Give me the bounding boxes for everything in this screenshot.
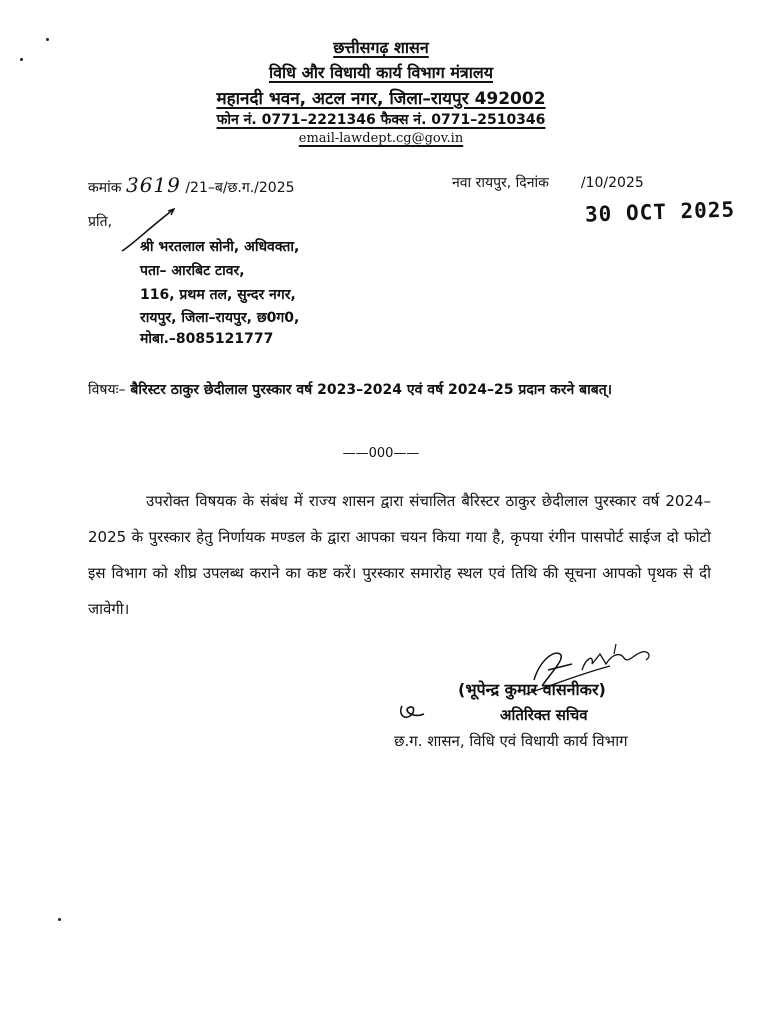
scan-speck bbox=[58, 918, 61, 921]
letterhead-department: विधि और विधायी कार्य विभाग मंत्रालय bbox=[268, 63, 494, 82]
signatory-designation: अतिरिक्त सचिव bbox=[500, 706, 588, 724]
letter-body: उपरोक्त विषयक के संबंध में राज्य शासन द्वारा संचालित बैरिस्टर ठाकुर छेदीलाल पुरस्कार वर्ष 2024–2025 के पुरस्कार हेतु निर्णायक मण्डल के द्वारा आपका चयन किया गया है, कृपया रंगीन पासपोर्ट साईज दो फोटो इस विभाग को शीघ्र उपलब्ध कराने का कष्ट करें। पुरस्कार समारोह स्थल एवं तिथि की सूचना आपको पृथक से दी जावेगी। bbox=[88, 492, 711, 618]
signatory-department: छ.ग. शासन, विधि एवं विधायी कार्य विभाग bbox=[394, 732, 628, 750]
reference-handwritten-number: 3619 bbox=[125, 173, 181, 197]
place-date-label: नवा रायपुर, दिनांक bbox=[452, 175, 549, 191]
recipient-address-line: 116, प्रथम तल, सुन्दर नगर, bbox=[140, 287, 296, 303]
reference-number bbox=[88, 173, 295, 197]
recipient-address-line: पता– आरबिट टावर, bbox=[140, 263, 245, 279]
separator: ——000—— bbox=[342, 446, 420, 461]
signatory-name: (भूपेन्द्र कुमार वासनीकर) bbox=[458, 680, 606, 699]
letterhead-address: महानदी भवन, अटल नगर, जिला–रायपुर 492002 bbox=[216, 89, 546, 109]
reference-suffix: /21–ब/छ.ग./2025 bbox=[185, 180, 295, 196]
date-value: /10/2025 bbox=[580, 175, 644, 191]
handwritten-initial-mark bbox=[396, 700, 428, 724]
recipient-mobile: मोबा.–8085121777 bbox=[140, 331, 274, 347]
subject-text: बैरिस्टर ठाकुर छेदीलाल पुरस्कार वर्ष 2023–2024 एवं वर्ष 2024–25 प्रदान करने बाबत्। bbox=[130, 382, 613, 398]
letterhead-phone-fax: फोन नं. 0771–2221346 फैक्स नं. 0771–2510346 bbox=[216, 112, 546, 128]
recipient-address-line: रायपुर, जिला–रायपुर, छ0ग0, bbox=[140, 310, 300, 326]
subject-label: विषयः– bbox=[88, 382, 126, 398]
recipient-to-label: प्रति, bbox=[88, 214, 113, 230]
letterhead-government: छत्तीसगढ़ शासन bbox=[333, 38, 429, 57]
place-and-date bbox=[452, 173, 644, 192]
letterhead-email: email-lawdept.cg@gov.in bbox=[298, 131, 464, 146]
reference-prefix: कमांक bbox=[88, 180, 122, 196]
date-stamp: 30 OCT 2025 bbox=[584, 197, 736, 227]
recipient-name: श्री भरतलाल सोनी, अधिवक्ता, bbox=[140, 239, 300, 255]
subject bbox=[88, 378, 708, 402]
